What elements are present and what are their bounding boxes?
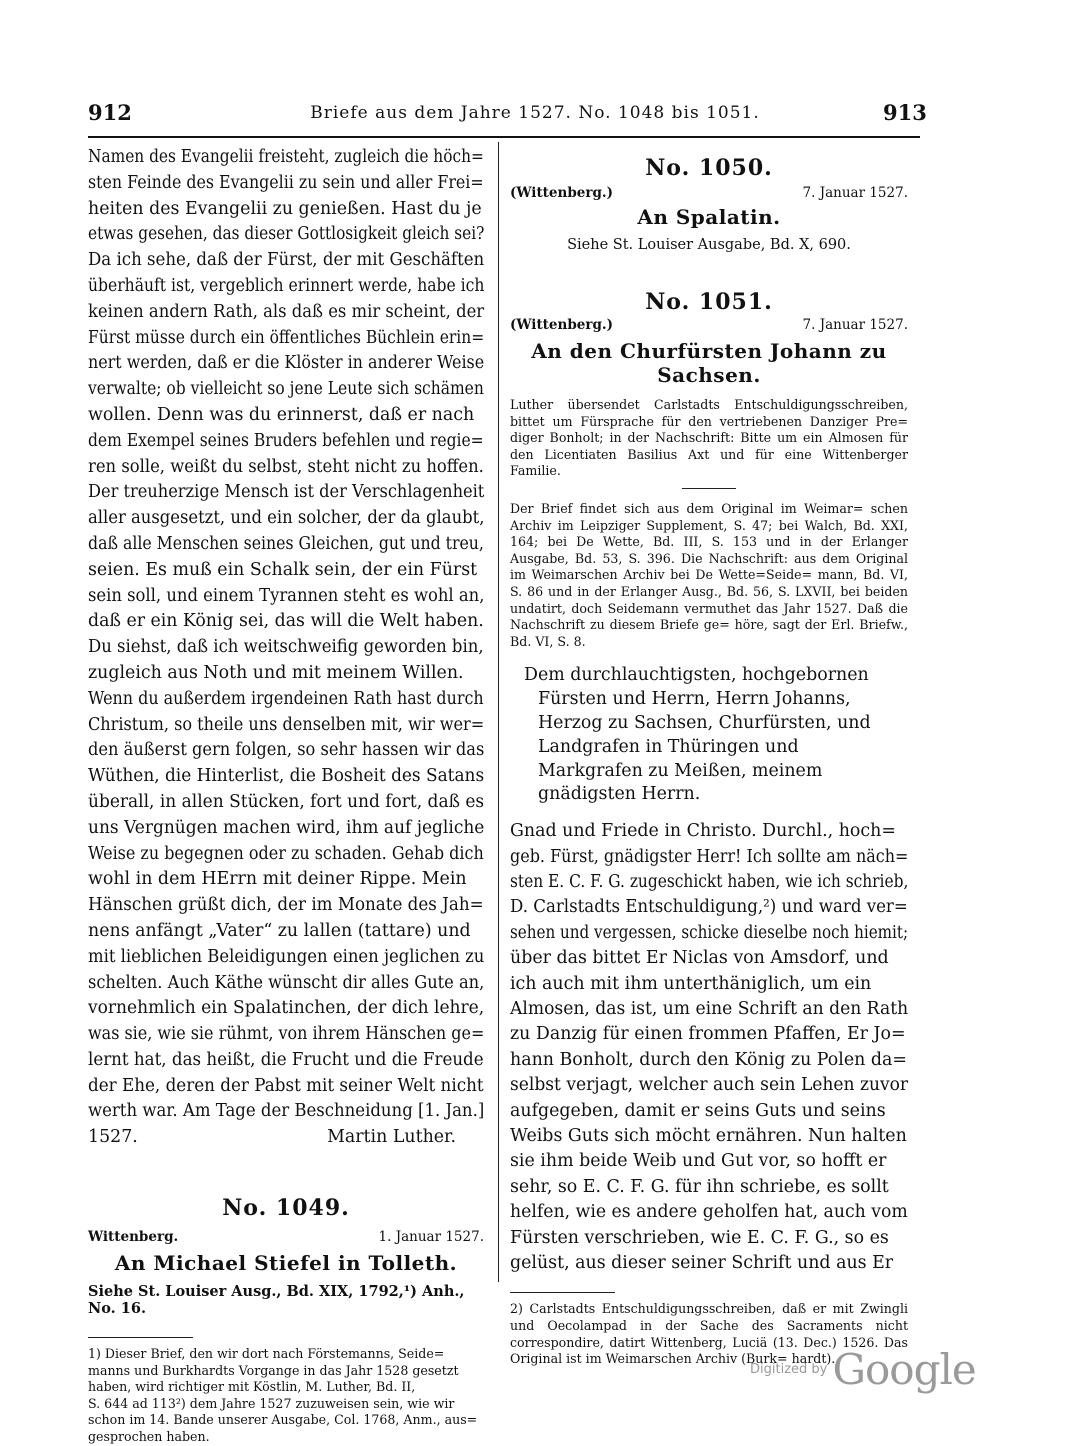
text-line: selbst verjagt, welcher auch sein Lehen zuvor bbox=[510, 1075, 909, 1096]
letter-1050-meta bbox=[510, 185, 908, 201]
text-line: der Ehe, deren der Pabst mit seiner Welt nicht bbox=[88, 1075, 484, 1096]
letter-1050-number: No. 1050. bbox=[645, 155, 773, 181]
text-line: den äußerst gern folgen, so sehr hassen wir das bbox=[88, 740, 485, 761]
letter-1049-recipient: An Michael Stiefel in Tolleth. bbox=[114, 1251, 458, 1276]
text-line: 1) Dieser Brief, den wir dort nach Förstemanns, Seide= bbox=[88, 1346, 445, 1362]
text-line: schon im 14. Bande unserer Ausgabe, Col. 1768, Anm., aus= bbox=[88, 1412, 478, 1428]
text-line: vornehmlich ein Spalatinchen, der dich lehre, bbox=[88, 998, 485, 1019]
letter-1050-place: (Wittenberg.) bbox=[510, 185, 613, 201]
text-line: sten E. C. F. G. zugeschickt haben, wie ich schrieb, bbox=[510, 871, 909, 892]
text-line: uns Vergnügen machen wird, ihm auf jegliche bbox=[88, 817, 485, 838]
text-line: etwas gesehen, das dieser Gottlosigkeit gleich sei? bbox=[88, 224, 485, 245]
digitized-watermark bbox=[750, 1345, 976, 1394]
text-line: schelten. Auch Käthe wünscht dir alles Gute an, bbox=[88, 972, 485, 993]
letter-1049-date: 1. Januar 1527. bbox=[378, 1229, 484, 1246]
letter-1050-date: 7. Januar 1527. bbox=[802, 185, 908, 201]
text-line: Der treuherzige Mensch ist der Verschlagenheit bbox=[88, 482, 485, 503]
text-line: keinen andern Rath, als daß es mir scheint, der bbox=[88, 301, 485, 322]
text-line: nens anfängt „Vater“ zu lallen (tattare) und bbox=[88, 920, 471, 941]
text-line: daß alle Menschen seines Gleichen, gut und treu, bbox=[88, 533, 484, 554]
letter-1049-number: No. 1049. bbox=[222, 1195, 350, 1222]
letter-1051-date: 7. Januar 1527. bbox=[802, 317, 908, 333]
text-line: überhäuft ist, vergeblich erinnert werde, habe ich bbox=[88, 275, 485, 296]
text-line: Fürst müsse durch ein öffentliches Büchlein erin= bbox=[88, 327, 485, 348]
footnote-1 bbox=[88, 1346, 484, 1446]
text-line: verwalte; ob vielleicht so jene Leute sich schämen bbox=[88, 379, 484, 400]
letter-1051-number: No. 1051. bbox=[645, 289, 773, 315]
text-line: aufgegeben, damit er seins Guts und seins bbox=[510, 1100, 886, 1121]
text-line: sehen und vergessen, schicke dieselbe noch hiemit; bbox=[510, 922, 909, 943]
letter-1050-reference: Siehe St. Louiser Ausgabe, Bd. X, 690. bbox=[567, 237, 851, 253]
column-divider bbox=[498, 142, 499, 1282]
text-line: Namen des Evangelii freisteht, zugleich die höch= bbox=[88, 147, 484, 167]
letter-signature bbox=[88, 1125, 484, 1151]
letter-1051-place: (Wittenberg.) bbox=[510, 317, 613, 333]
letter-1051-meta bbox=[510, 317, 908, 333]
header-rule bbox=[88, 136, 920, 138]
text-line: über das bittet Er Niclas von Amsdorf, und bbox=[510, 948, 889, 969]
right-column bbox=[510, 155, 908, 1368]
text-line: wollen. Denn was du erinnerst, daß er nach bbox=[88, 404, 475, 425]
text-line: ren solle, weißt du selbst, steht nicht zu hoffen. bbox=[88, 456, 484, 477]
text-line: Fürsten verschrieben, wie E. C. F. G., so es bbox=[510, 1227, 889, 1248]
letter-1049-meta bbox=[88, 1229, 484, 1245]
text-line: überall, in allen Stücken, fort und fort, daß es bbox=[88, 791, 485, 812]
text-line: Hänschen grüßt dich, der im Monate des Jah= bbox=[88, 895, 484, 916]
text-line: aller ausgesetzt, und ein solcher, der da glaubt, bbox=[88, 508, 485, 529]
page-number-right: 913 bbox=[883, 100, 927, 125]
letter-1051-summary: Luther übersendet Carlstadts Entschuldigungsschreiben, bittet um Fürsprache für den vertriebenen Danziger Pre= diger Bonholt; in der Nachschrift: Bitte um ein Almosen für den Licentiaten Basilius Axt und für eine Wittenberger Familie. bbox=[510, 397, 908, 479]
letter-1051-recipient: An den Churfürsten Johann zu Sachsen. bbox=[531, 339, 887, 387]
text-line: Almosen, das ist, um eine Schrift an den Rath bbox=[510, 998, 909, 1019]
text-line: werth war. Am Tage der Beschneidung [1. Jan.] bbox=[88, 1101, 485, 1122]
text-line: geb. Fürst, gnädigster Herr! Ich sollte am näch= bbox=[510, 846, 909, 867]
text-line: mit lieblichen Beleidigungen einen jeglichen zu bbox=[88, 946, 485, 967]
page-number-left: 912 bbox=[88, 100, 132, 125]
letter-1051-address: Dem durchlauchtigsten, hochgebornen Fürsten und Herrn, Herrn Johanns, Herzog zu Sachsen, Churfürsten, und Landgrafen in Thüringen und Markgrafen zu Meißen, meinem gnädigsten Herrn. bbox=[524, 665, 871, 805]
text-line: Du siehst, daß ich weitschweifig geworden bin, bbox=[88, 637, 484, 658]
left-column bbox=[88, 145, 484, 1446]
signature-year: 1527. bbox=[88, 1127, 138, 1148]
text-line: Weibs Guts sich möcht ernähren. Nun halten bbox=[510, 1125, 907, 1146]
running-title: Briefe aus dem Jahre 1527. No. 1048 bis 1051. bbox=[310, 103, 760, 123]
letter-1049-reference: Siehe St. Louiser Ausg., Bd. XIX, 1792,¹) Anh., No. 16. bbox=[88, 1283, 465, 1318]
text-line: zugleich aus Noth und mit meinem Willen. bbox=[88, 662, 464, 683]
text-line: hann Bonholt, durch den König zu Polen da= bbox=[510, 1049, 907, 1070]
text-line: Weise zu begegnen oder zu schaden. Gehab dich bbox=[88, 843, 484, 864]
text-line: daß er ein König sei, das will die Welt haben. bbox=[88, 611, 484, 632]
text-line: Da ich sehe, daß der Fürst, der mit Geschäften bbox=[88, 250, 485, 271]
text-line: sein soll, und einem Tyrannen steht es wohl an, bbox=[88, 585, 485, 606]
text-line: S. 644 ad 113²) dem Jahre 1527 zuzuweisen sein, wie wir bbox=[88, 1395, 455, 1411]
text-line: zu Danzig für einen frommen Pfaffen, Er Jo= bbox=[510, 1024, 906, 1045]
text-line: lernt hat, das heißt, die Frucht und die Freude bbox=[88, 1049, 484, 1070]
letter-1050-recipient: An Spalatin. bbox=[637, 205, 781, 229]
text-line: sehr, so E. C. F. G. für ihn schriebe, es sollt bbox=[510, 1176, 889, 1197]
text-line: Christum, so theile uns denselben mit, wir wer= bbox=[88, 714, 485, 735]
footnote-2: 2) Carlstadts Entschuldigungsschreiben, daß er mit Zwingli und Oecolampad in der Sache des Sacraments nicht correspondire, datirt Wittenberg, Luciä (13. Dec.) 1526. Das Original ist im Weimarschen Archiv (Burk= hardt). bbox=[510, 1301, 908, 1367]
text-line: Gnad und Friede in Christo. Durchl., hoch= bbox=[510, 821, 896, 842]
text-line: was sie, wie sie rühmt, von ihrem Hänschen ge= bbox=[88, 1024, 485, 1045]
text-line: Wüthen, die Hinterlist, die Bosheit des Satans bbox=[88, 766, 485, 787]
text-line: ich auch mit ihm unterthäniglich, um ein bbox=[510, 973, 872, 994]
text-line: manns und Burkhardts Vorgange in das Jahr 1528 gesetzt bbox=[88, 1362, 459, 1378]
text-line: helfen, wie es andere geholfen hat, auch vom bbox=[510, 1202, 908, 1223]
letter-1049-place: Wittenberg. bbox=[88, 1229, 179, 1246]
letter-1048-body bbox=[88, 145, 484, 1125]
text-line: D. Carlstadts Entschuldigung,²) und ward ver= bbox=[510, 897, 908, 918]
text-line: nert werden, daß er die Klöster in anderer Weise bbox=[88, 353, 485, 374]
watermark-prefix: Digitized by bbox=[750, 1362, 828, 1377]
text-line: Wenn du außerdem irgendeinen Rath hast durch bbox=[88, 688, 484, 709]
google-logo: Google bbox=[832, 1345, 976, 1394]
text-line: dem Exempel seines Bruders befehlen und regie= bbox=[88, 430, 484, 451]
text-line: wohl in dem HErrn mit deiner Rippe. Mein bbox=[88, 869, 467, 890]
text-line: heiten des Evangelii zu genießen. Hast du je bbox=[88, 198, 482, 219]
letter-1051-body bbox=[510, 819, 908, 1276]
text-line: haben, wird richtiger mit Köstlin, M. Luther, Bd. II, bbox=[88, 1379, 416, 1395]
letter-1051-source-note: Der Brief findet sich aus dem Original im Weimar= schen Archiv im Leipziger Supplement, S. 47; bei Walch, Bd. XXI, 164; bei De Wette, Bd. III, S. 153 und in der Erlanger Ausgabe, Bd. 53, S. 396. Die Nachschrift: aus dem Original im Weimarschen Archiv bei De Wette=Seide= mann, Bd. VI, S. 86 und in der Erlanger Ausg., Bd. 56, S. LXVII, bei beiden undatirt, doch Seidemann vermuthet das Jahr 1527. Daß die Nachschrift zu diesem Briefe ge= höre, sagt der Erl. Briefw., Bd. VI, S. 8. bbox=[510, 500, 908, 649]
text-line: seien. Es muß ein Schalk sein, der ein Fürst bbox=[88, 559, 478, 580]
text-line: gelüst, aus dieser seiner Schrift und aus Er bbox=[510, 1253, 894, 1273]
text-line: sten Feinde des Evangelii zu sein und aller Frei= bbox=[88, 172, 484, 193]
text-line: sie ihm beide Weib und Gut vor, so hofft er bbox=[510, 1151, 887, 1172]
signature-name: Martin Luther. bbox=[327, 1127, 456, 1148]
text-line: gesprochen haben. bbox=[88, 1429, 210, 1445]
